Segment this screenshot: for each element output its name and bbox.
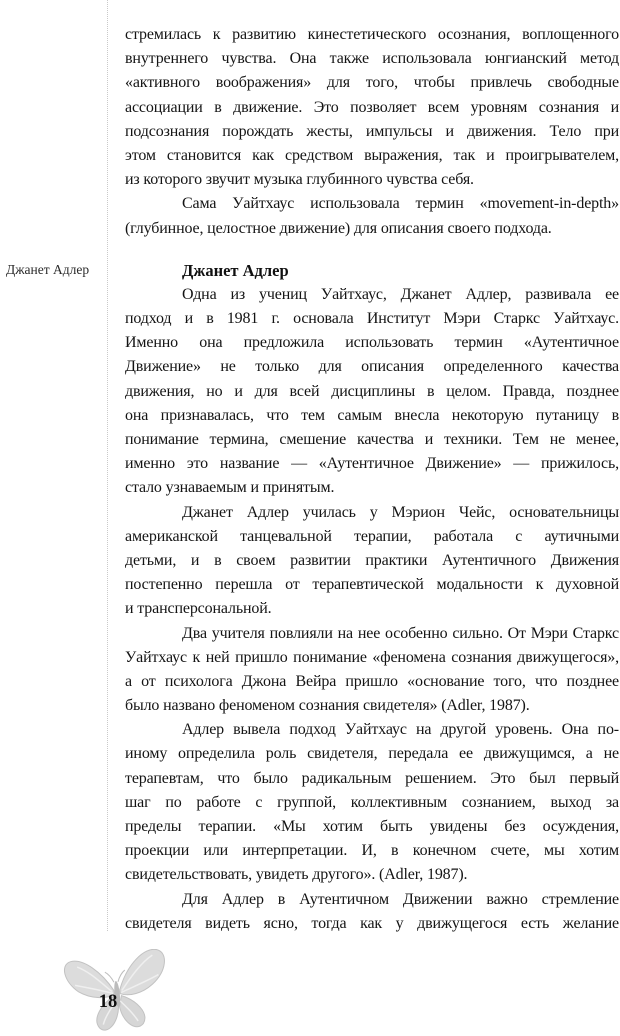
text-line: было названо феноменом сознания свидетеля» (Adler, 1987). <box>125 697 530 715</box>
text-line: Сама Уайтхаус использовала термин «movement-in-depth» <box>182 195 619 213</box>
section-heading: Джанет Адлер <box>182 260 289 280</box>
text-line: Два учителя повлияли на нее особенно сильно. От Мэри Старкс <box>182 624 619 642</box>
text-line: подсознания порождать жесты, импульсы и движения. Тело при <box>125 122 619 140</box>
text-line: внутреннего чувства. Она также использовала юнгианский метод <box>125 50 619 68</box>
text-line: именно это название — «Аутентичное Движение» — прижилось, <box>125 455 619 473</box>
text-line: из которого звучит музыка глубинного чувства себя. <box>125 171 474 189</box>
text-line: «активного воображения» для того, чтобы привлечь свободные <box>125 74 619 92</box>
text-line: она признавалась, что тем самым внесла некоторую путаницу в <box>125 406 619 424</box>
text-line: Джанет Адлер училась у Мэрион Чейс, основательницы <box>182 503 619 521</box>
paragraph <box>125 622 619 719</box>
text-line: ассоциации в движение. Это позволяет всем уровням сознания и <box>125 98 619 116</box>
text-line: этом становится как средством выражения, так и проигрывателем, <box>125 146 619 164</box>
text-line: Адлер вывела подход Уайтхаус на другой уровень. Она по- <box>182 721 619 739</box>
text-line: а от психолога Джона Вейра пришло «основание того, что позднее <box>125 672 619 690</box>
text-line: шаг по работе с группой, коллективным сознанием, выход за <box>125 793 619 811</box>
paragraph <box>125 718 619 887</box>
text-line: Уайтхаус к ней пришло понимание «феномена сознания движущегося», <box>125 648 619 666</box>
text-line: подход и в 1981 г. основала Институт Мэри Старкс Уайтхаус. <box>125 310 619 328</box>
margin-note: Джанет Адлер <box>6 262 90 277</box>
text-line: понимание термина, смешение качества и техники. Тем не менее, <box>125 431 619 448</box>
text-line: (глубинное, целостное движение) для описания своего подхода. <box>125 219 552 237</box>
text-line: проекции или интерпретации. И, в конечном счете, мы хотим <box>125 842 619 860</box>
text-line: свидетеля видеть ясно, тогда как у движущегося есть желание <box>125 914 619 932</box>
paragraph <box>125 501 619 622</box>
text-line: и трансперсональной. <box>125 600 272 618</box>
text-line: иному определила роль свидетеля, передала ее движущимся, а не <box>125 745 619 763</box>
paragraph <box>125 283 619 501</box>
text-line: Именно она предложила использовать термин «Аутентичное <box>125 334 619 352</box>
text-line: терапевтам, что было радикальным решением. Это был первый <box>125 769 619 787</box>
text-line: свидетельствовать, увидеть другого». (Adler, 1987). <box>125 866 468 884</box>
text-line: Движение» не только для описания определенного качества <box>125 358 619 376</box>
margin-divider-line <box>107 0 108 931</box>
paragraph <box>125 23 619 192</box>
text-line: стало узнаваемым и принятым. <box>125 479 335 497</box>
paragraph <box>125 888 619 936</box>
text-line: детьми, и в своем развитии практики Аутентичного Движения <box>125 551 619 569</box>
text-line: постепенно перешла от терапевтической модальности к духовной <box>125 576 619 594</box>
page-number: 18 <box>98 992 118 1012</box>
text-line: Для Адлер в Аутентичном Движении важно стремление <box>182 890 619 908</box>
text-column <box>125 23 619 936</box>
text-line: пределы терапии. «Мы хотим быть увидены без осуждения, <box>125 818 619 835</box>
text-line: движения, но и для всей дисциплины в целом. Правда, позднее <box>125 382 619 400</box>
paragraph <box>125 192 619 240</box>
text-line: американской танцевальной терапии, работала с аутичными <box>125 527 619 545</box>
text-line: стремилась к развитию кинестетического осознания, воплощенного <box>125 26 619 43</box>
text-line: Одна из учениц Уайтхаус, Джанет Адлер, развивала ее <box>182 285 619 303</box>
